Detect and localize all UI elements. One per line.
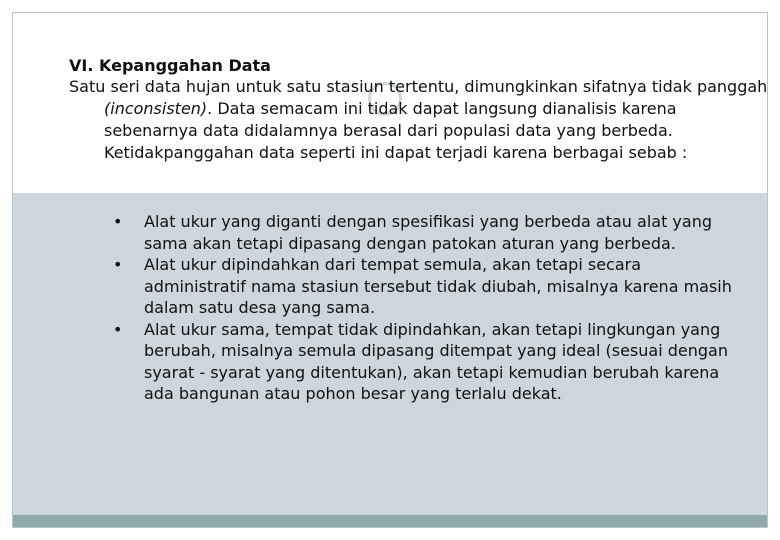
bullet-icon: •	[113, 212, 123, 231]
intro-text-part2: . Data semacam ini tidak dapat langsung dianalisis karena sebenarnya data didalamnya berasal dari populasi data yang berbeda. Ketidakpanggahan data seperti ini dapat terjadi karena berbagai sebab :	[104, 99, 688, 162]
list-item-text: Alat ukur dipindahkan dari tempat semula, akan tetapi secara administratif nama stasiun tersebut tidak diubah, misalnya karena masih dalam satu desa yang sama.	[144, 255, 732, 317]
slide-content	[13, 13, 767, 527]
slide-frame	[12, 12, 768, 528]
intro-text-part1: Satu seri data hujan untuk satu stasiun tertentu, dimungkinkan sifatnya tidak panggah	[69, 77, 768, 96]
slide-title: VI. Kepanggahan Data	[69, 56, 271, 75]
bullet-icon: •	[113, 319, 123, 339]
list-item	[113, 319, 733, 405]
bullet-icon: •	[113, 255, 123, 274]
intro-italic-term: (inconsisten)	[104, 99, 208, 118]
list-item	[113, 254, 733, 319]
list-item-text: Alat ukur yang diganti dengan spesifikasi yang berbeda atau alat yang sama akan tetapi dipasang dengan patokan aturan yang berbeda.	[144, 212, 712, 253]
list-item-text: Alat ukur sama, tempat tidak dipindahkan, akan tetapi lingkungan yang berubah, misalnya semula dipasang ditempat yang ideal (sesuai dengan syarat - syarat yang ditentukan), akan tetapi kemudian berubah karena ada bangunan atau pohon besar yang terlalu dekat.	[144, 319, 728, 403]
intro-paragraph	[69, 76, 768, 164]
list-item	[113, 211, 733, 254]
causes-list	[113, 211, 733, 405]
